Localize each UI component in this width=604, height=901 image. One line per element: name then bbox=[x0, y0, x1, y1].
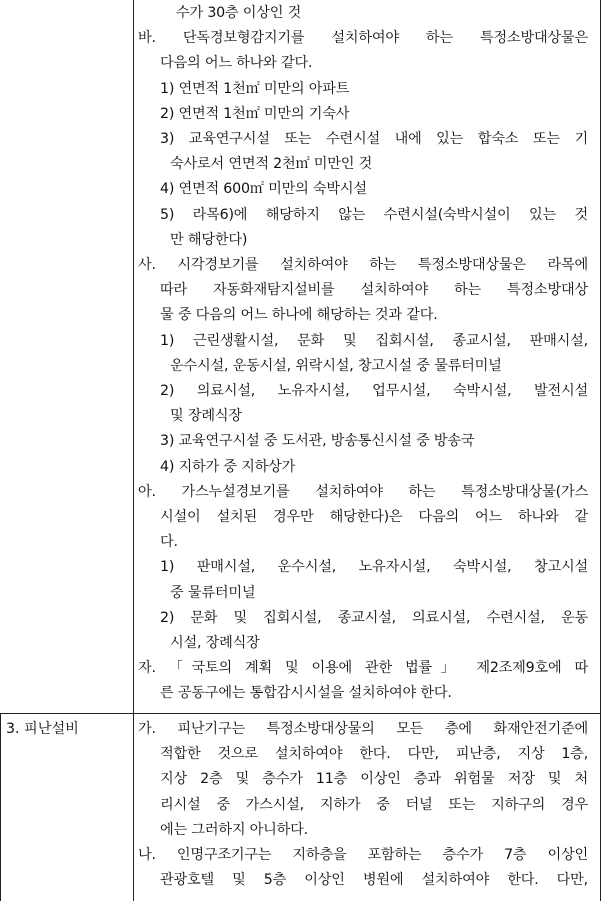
text-line: 3) 교육연구시설 또는 수련시설 내에 있는 합숙소 또는 기 bbox=[160, 131, 588, 147]
text-line: 다음의 어느 하나와 같다. bbox=[160, 55, 313, 72]
text-line: 사. 시각경보기를 설치하여야 하는 특정소방대상물은 라목에 bbox=[138, 257, 588, 273]
text-line: 따라 자동화재탐지설비를 설치하여야 하는 특정소방대상 bbox=[160, 282, 588, 299]
text-line: 수가 30층 이상인 것 bbox=[176, 5, 302, 21]
text-line: 5) 라목6)에 해당하지 않는 수련시설(숙박시설이 있는 것 bbox=[160, 206, 588, 223]
text-line: 리시설 중 가스시설, 지하가 중 터널 또는 지하구의 경우 bbox=[160, 796, 588, 813]
text-line: 1) 연면적 1천㎡ 미만의 아파트 bbox=[160, 80, 350, 97]
text-line: 아. 가스누설경보기를 설치하여야 하는 특정소방대상물(가스 bbox=[138, 483, 588, 500]
table-right-border bbox=[600, 0, 601, 901]
text-line: 2) 연면적 1천㎡ 미만의 기숙사 bbox=[160, 105, 350, 122]
text-line: 에는 그러하지 아니하다. bbox=[160, 821, 308, 838]
text-line: 1) 근린생활시설, 문화 및 집회시설, 종교시설, 판매시설, bbox=[160, 332, 588, 349]
text-line: 가. 피난기구는 특정소방대상물의 모든 층에 화재안전기준에 bbox=[138, 721, 588, 737]
text-line: 바. 단독경보형감지기를 설치하여야 하는 특정소방대상물은 bbox=[138, 30, 588, 47]
text-line: 3) 교육연구시설 중 도서관, 방송통신시설 중 방송국 bbox=[160, 433, 475, 450]
text-line: 2) 의료시설, 노유자시설, 업무시설, 숙박시설, 발전시설 bbox=[160, 383, 588, 399]
column-divider bbox=[133, 0, 134, 901]
text-line: 4) 연면적 600㎡ 미만의 숙박시설 bbox=[160, 181, 367, 198]
row-divider bbox=[0, 713, 601, 714]
section-label-evacuation: 3. 피난설비 bbox=[6, 721, 79, 737]
text-line: 만 해당한다) bbox=[170, 231, 248, 248]
text-line: 시설, 장례식장 bbox=[170, 635, 260, 651]
text-line: 1) 판매시설, 운수시설, 노유자시설, 숙박시설, 창고시설 bbox=[160, 559, 588, 576]
text-line: 다. bbox=[160, 534, 178, 551]
text-line: 물 중 다음의 어느 하나에 해당하는 것과 같다. bbox=[160, 307, 438, 324]
text-line: 관광호텔 및 5층 이상인 병원에 설치하여야 한다. 다만, bbox=[160, 872, 588, 889]
text-line: 4) 지하가 중 지하상가 bbox=[160, 458, 296, 475]
text-line: 2) 문화 및 집회시설, 종교시설, 의료시설, 수련시설, 운동 bbox=[160, 609, 588, 626]
text-line: 른 공동구에는 통합감시시설을 설치하여야 한다. bbox=[160, 685, 452, 702]
text-line: 나. 인명구조기구는 지하층을 포함하는 층수가 7층 이상인 bbox=[138, 847, 588, 863]
text-line: 시설이 설치된 경우만 해당한다)은 다음의 어느 하나와 같 bbox=[160, 509, 588, 525]
table-left-border bbox=[0, 713, 1, 901]
text-line: 적합한 것으로 설치하여야 한다. 다만, 피난층, 지상 1층, bbox=[160, 746, 588, 763]
text-line: 지상 2층 및 층수가 11층 이상인 층과 위험물 저장 및 처 bbox=[160, 771, 588, 788]
text-line: 중 물류터미널 bbox=[170, 584, 256, 601]
text-line: 자. 「국토의 계획 및 이용에 관한 법률」 제2조제9호에 따 bbox=[138, 660, 588, 677]
text-line: 숙사로서 연면적 2천㎡ 미만인 것 bbox=[170, 156, 373, 173]
text-line: 및 장례식장 bbox=[170, 408, 242, 425]
text-line: 운수시설, 운동시설, 위락시설, 창고시설 중 물류터미널 bbox=[170, 357, 502, 374]
